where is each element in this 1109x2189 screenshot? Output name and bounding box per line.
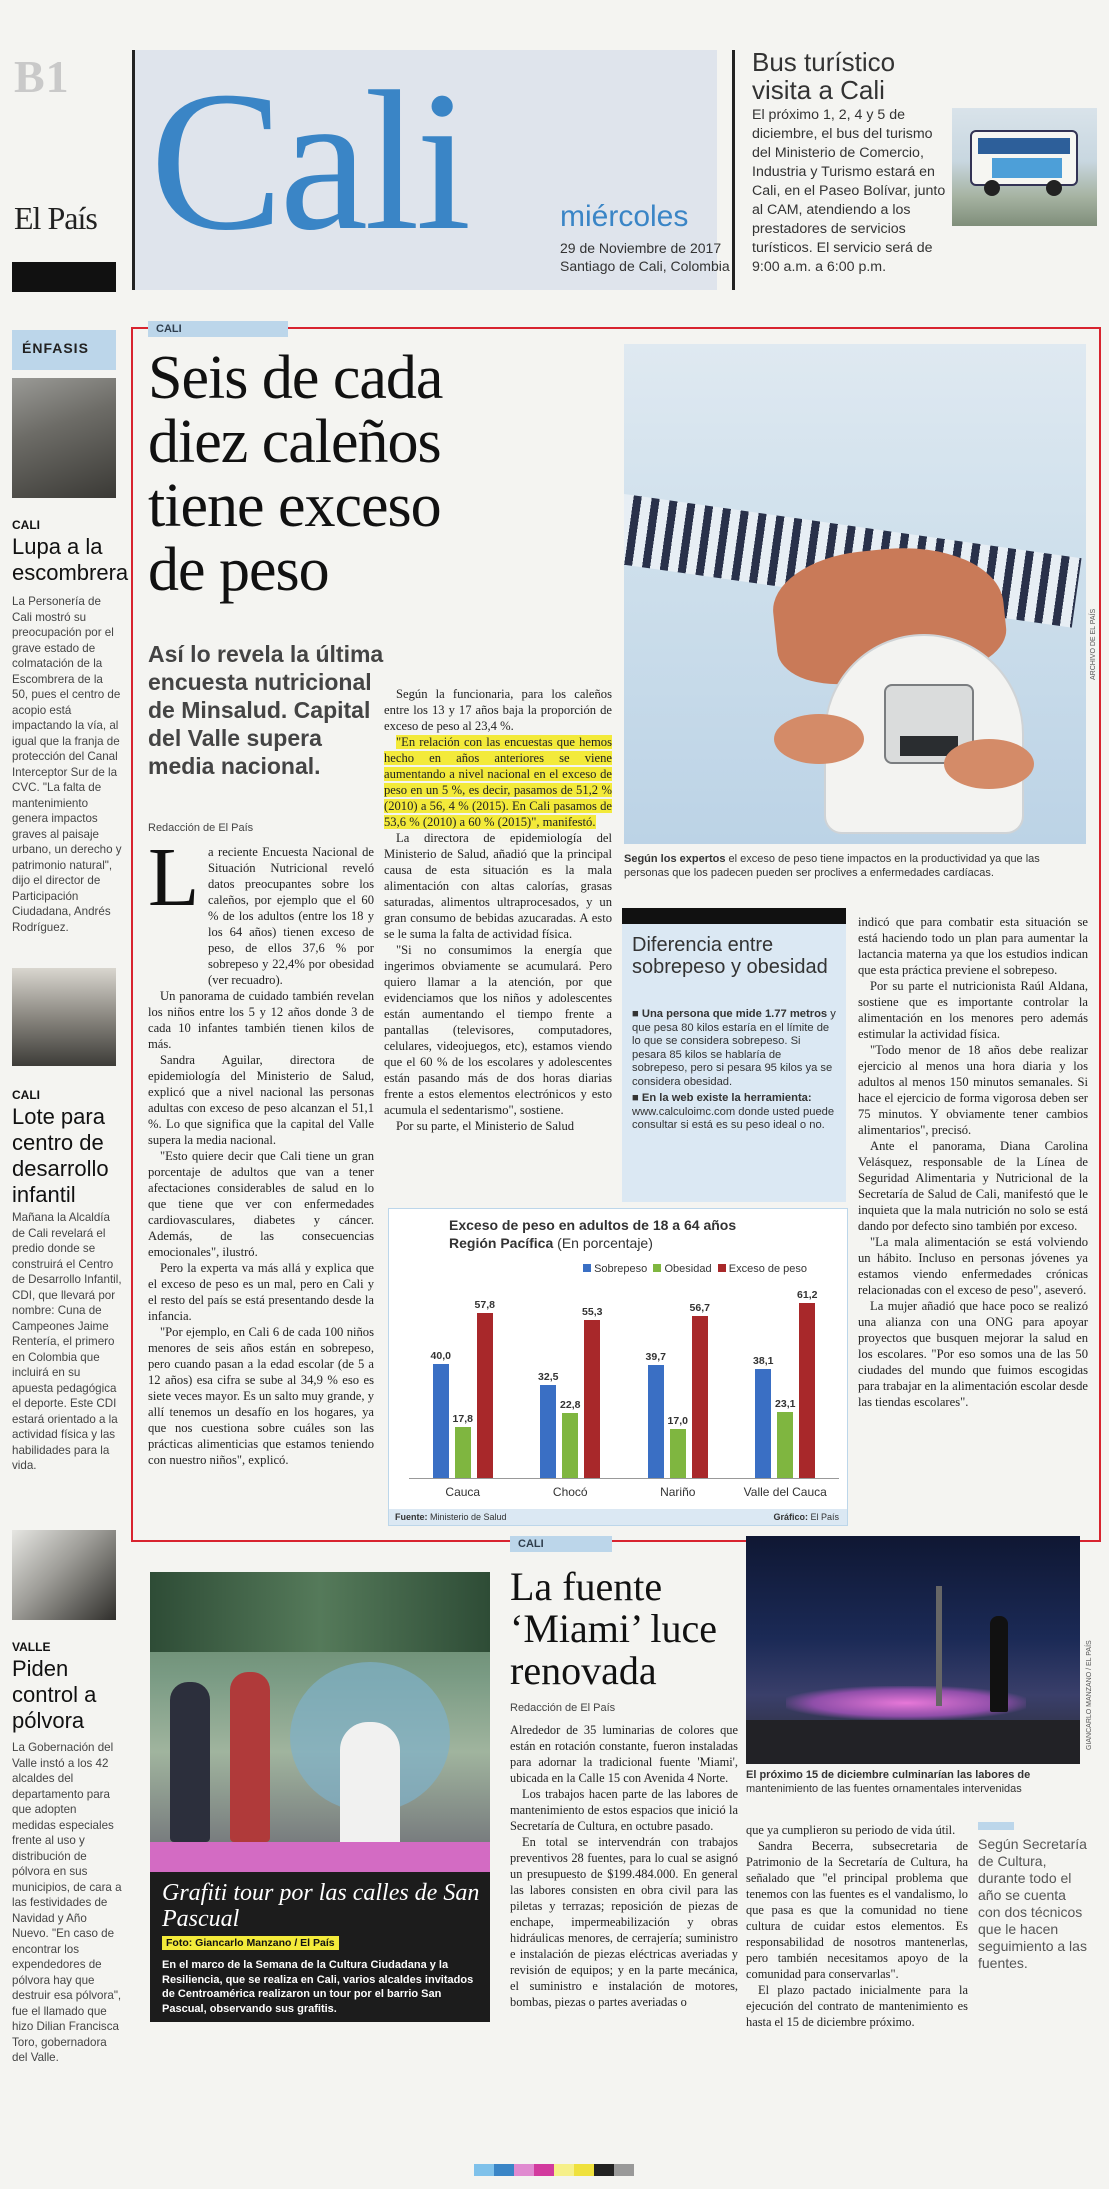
- main-subhead: Así lo revela la última encuesta nutricional de Minsalud. Capital del Valle supera media nacional.: [148, 641, 384, 779]
- fuente-col2-p1: que ya cumplieron su periodo de vida útil.: [746, 1823, 956, 1837]
- bar-obesidad-2: [670, 1429, 686, 1478]
- chart-graphic: El País: [810, 1512, 839, 1522]
- main-col1-p2: Un panorama de cuidado también revelan los niños entre los 5 y 12 años donde 3 de cada 10 infantes también tienen kilos de más.: [148, 989, 374, 1051]
- grafiti-title: Grafiti tour por las calles de San Pascual: [162, 1880, 480, 1932]
- main-col2-p1: La directora de epidemiología del Ministerio de Salud, añadió que la principal causa de esta situación es la mala alimentación con altas calorías, grasas saturadas, alimentos ultraprocesados, y un gran consumo de bebidas azucaradas. A esto se le suma la falta de actividad física.: [384, 831, 612, 941]
- chart-graphic-label: Gráfico:: [773, 1512, 808, 1522]
- sidebar-title-2: Lote para centro de desarrollo infantil: [12, 1104, 109, 1207]
- fuente-photo: [746, 1536, 1080, 1764]
- sidebar-kicker-1: CALI: [12, 518, 40, 532]
- main-col4-p1: indicó que para combatir esta situación se está haciendo todo un plan para aumentar la lactancia materna ya que los estudios indican que esta práctica previene el sobrepeso.: [858, 915, 1088, 977]
- masthead: [0, 0, 1109, 300]
- main-col1-p3: Sandra Aguilar, directora de epidemiología del Ministerio de Salud, explicó que a nivel nacional las personas adultas con exceso de peso alcanzan el 51,1 %. Lo que significa que la capital del Valle supera la media nacional.: [148, 1053, 374, 1147]
- masthead-black-bar: [12, 262, 116, 292]
- bar-obesidad-1: [562, 1413, 578, 1478]
- fuente-photo-credit: GIANCARLO MANZANO / EL PAÍS: [1086, 1640, 1093, 1750]
- sidebar-photo-2: [12, 968, 116, 1066]
- legend-label-exceso: Exceso de peso: [728, 1263, 808, 1275]
- infobox-item-1-bold: Una persona que mide 1.77 metros: [641, 1008, 828, 1020]
- chart-categories: [409, 1485, 839, 1501]
- category-label-0: Cauca: [445, 1485, 481, 1499]
- fuente-col1-p1: Alrededor de 35 luminarias de colores que están en rotación constante, fueron instaladas para adornar la tradicional fuente 'Miami', ubicada en la Calle 15 con Avenida 4 Norte.: [510, 1723, 738, 1785]
- main-photo: [624, 344, 1086, 844]
- main-byline: Redacción de El País: [148, 822, 254, 834]
- bar-label-sobrepeso-3: 38,1: [753, 1355, 774, 1368]
- legend-swatch-sobrepeso: [583, 1264, 591, 1272]
- bar-exceso-de-peso-3: [799, 1303, 815, 1478]
- bar-label-exceso-de-peso-2: 56,7: [689, 1302, 710, 1314]
- legend-swatch-exceso: [718, 1264, 726, 1272]
- main-col2-p2: "Si no consumimos la energía que ingerimos obviamente se acumulará. Pero quiero llamar a la atención, por que evidenciamos que los niños y adolescentes están aumentando el tiempo frente a pantallas (televisores, computadores, celulares, videojuegos, etc), estamos viendo que el 60 % de los escolares y adolescentes están pasando más de dos horas diarias frente a estos elementos electrónicos y esto acumula el sedentarismo", sostiene.: [384, 943, 612, 1117]
- chart-plot: [409, 1279, 839, 1479]
- sidebar-text-2: Mañana la Alcaldía de Cali revelará el predio donde se construirá el Centro de Desarrollo Infantil, CDI, que llevará por nombre: Cuna de Campeones Jaime Rentería, el primero en Colombia que incluirá en su apuesta pedagógica el deporte. Este CDI estará orientado a la actividad física y las habilidades para la vida.: [12, 1211, 122, 1472]
- grafiti-box: [150, 1872, 490, 2022]
- infobox-item-2-bold: En la web existe la herramienta:: [641, 1092, 812, 1104]
- sidebar-title-3: Piden control a pólvora: [12, 1656, 97, 1733]
- sidebar-photo-1: [12, 378, 116, 498]
- chart-subtitle-note: (En porcentaje): [557, 1235, 653, 1251]
- main-col2-intro: Según la funcionaria, para los caleños entre los 13 y 17 años baja la proporción de exceso de peso al 23,4 %.: [384, 687, 612, 733]
- infobox-item-1: ■ Una persona que mide 1.77 metros y que pesa 80 kilos estaría en el límite de lo que se considera sobrepeso. Si pesara 85 kilos se hablaría de sobrepeso, pero si pesara 95 kilos ya se considera obesidad.: [632, 1008, 836, 1088]
- sidebar-photo-3: [12, 1530, 116, 1620]
- sidebar-text-1: La Personería de Cali mostró su preocupación por el grave estado de colmatación de la Escombrera de la 50, pues el centro de acopio está impactando la vía, al igual que la franja de protección del Canal Interceptor Sur de la CVC. "La falta de mantenimiento genera impactos graves al paisaje urbano, un derecho y patrimonio natural", dijo el director de Participación Ciudadana, Andrés Rodríguez.: [12, 595, 122, 934]
- bar-sobrepeso-0: [433, 1364, 449, 1478]
- chart-source-label: Fuente:: [395, 1512, 428, 1522]
- main-col2-quote: [384, 734, 612, 830]
- paper-name: El País: [14, 200, 97, 236]
- fuente-col2: [746, 1822, 968, 2030]
- main-col4-p3: "Todo menor de 18 años debe realizar ejercicio al menos una hora diaria y los adultos al menos 150 minutos semanales. Si hace el ejercicio de forma vigorosa deben ser 75 minutos. Y obviamente tener cambios alimentarios", precisó.: [858, 1043, 1088, 1137]
- bar-sobrepeso-2: [648, 1365, 664, 1478]
- infobox-item-2-text: www.calculoimc.com donde usted puede consultar si está es su peso ideal o no.: [632, 1105, 835, 1131]
- sidebar-kicker-3: VALLE: [12, 1640, 51, 1654]
- legend-label-obesidad: Obesidad: [664, 1263, 712, 1275]
- fuente-col1-p2: Los trabajos hacen parte de las labores de mantenimiento de estos espacios que inició la Secretaría de Cultura, en octubre pasado.: [510, 1787, 738, 1833]
- fuente-headline: La fuente ‘Miami’ luce renovada: [510, 1564, 717, 1693]
- bar-exceso-de-peso-0: [477, 1313, 493, 1478]
- bar-label-exceso-de-peso-1: 55,3: [582, 1306, 603, 1318]
- main-col4-p6: La mujer añadió que hace poco se realizó una alianza con una ONG para apoyar proyectos que busquen mejorar la salud en los escolares. "Por eso somos una de las 50 ciudades del mundo que fuimos escogidas para trabajar en la alimentación escolar desde las tiendas escolares".: [858, 1299, 1088, 1409]
- fuente-pullquote-bar: [978, 1822, 1014, 1830]
- category-label-3: Valle del Cauca: [743, 1485, 827, 1499]
- grafiti-text: En el marco de la Semana de la Cultura Ciudadana y la Resiliencia, que se realiza en Cali, varios alcaldes invitados de Centroamérica realizaron un tour por el barrio San Pascual, observando sus grafitis.: [162, 1959, 474, 2015]
- highlighted-quote: "En relación con las encuestas que hemos hecho en años anteriores se viene aumentando a nivel nacional en el exceso de peso en un 5 %, es decir, pasamos de 51,2 % (2010) a 56, 4 % (2015). En Cali pasamos de 53,6 % (2010) a 60 % (2015)", manifestó.: [384, 735, 612, 829]
- main-caption-text: el exceso de peso tiene impactos en la productividad ya que las personas que los padecen pueden ser proclives a enfermedades cardíacas.: [624, 853, 1040, 879]
- sidebar-title-1: Lupa a la escombrera: [12, 534, 129, 585]
- chart-footer: [389, 1509, 847, 1525]
- main-col2-p3: Por su parte, el Ministerio de Salud: [396, 1119, 575, 1133]
- bar-label-sobrepeso-0: 40,0: [430, 1349, 451, 1362]
- grafiti-credit: Foto: Giancarlo Manzano / El País: [162, 1936, 339, 1950]
- main-col4-p5: "La mala alimentación se está volviendo un hábito. Incluso en personas jóvenes ya estamos viendo enfermedades crónicas relacionadas con el exceso de peso", aseveró.: [858, 1235, 1088, 1297]
- bar-obesidad-3: [777, 1412, 793, 1478]
- main-col1-p5: Pero la experta va más allá y explica que el exceso de peso es un mal, pero en Cali y el resto del país se está presentando desde la infancia.: [148, 1261, 374, 1323]
- bar-exceso-de-peso-2: [692, 1316, 708, 1478]
- bar-label-obesidad-1: 22,8: [560, 1398, 581, 1411]
- masthead-date: 29 de Noviembre de 2017: [560, 240, 722, 256]
- fuente-pullquote: Según Secretaría de Cultura, durante todo el año se cuenta con dos técnicos que le hacen seguimiento a las fuentes.: [978, 1836, 1087, 1971]
- infobox-item-2: ■ En la web existe la herramienta: www.calculoimc.com donde usted puede consultar si está es su peso ideal o no.: [632, 1092, 835, 1131]
- main-col1-p4: "Esto quiere decir que Cali tiene un gran porcentaje de adultos que van a tener afectaciones considerables de salud en lo que tiene que ver con enfermedades cardiovasculares, diabetes y cáncer. Además, de las consecuencias emocionales", ilustró.: [148, 1149, 374, 1259]
- main-col2: [384, 686, 612, 1134]
- main-photo-credit: ARCHIVO DE EL PAÍS: [1090, 608, 1097, 680]
- chart-legend: [583, 1263, 807, 1275]
- main-caption-bold: Según los expertos: [624, 853, 726, 865]
- category-label-1: Chocó: [552, 1485, 588, 1499]
- bar-label-exceso-de-peso-0: 57,8: [474, 1298, 495, 1311]
- legend-label-sobrepeso: Sobrepeso: [594, 1263, 648, 1275]
- grafiti-photo: [150, 1572, 490, 1872]
- fuente-caption-bold: El próximo 15 de diciembre culminarían las labores de: [746, 1769, 1031, 1781]
- main-col4-p2: Por su parte el nutricionista Raúl Aldana, sostiene que es importante controlar la alimentación en los menores pero además estimular la actividad física.: [858, 979, 1088, 1041]
- main-headline: Seis de cada diez caleños tiene exceso de peso: [148, 344, 443, 604]
- fuente-col2-p3: El plazo pactado inicialmente para la ejecución del contrato de mantenimiento es hasta el 15 de diciembre próximo.: [746, 1983, 968, 2029]
- bar-label-obesidad-0: 17,8: [452, 1413, 473, 1426]
- chart-subtitle: Región Pacífica: [449, 1235, 554, 1251]
- sidebar-label: ÉNFASIS: [22, 340, 89, 356]
- fuente-caption-text: mantenimiento de las fuentes ornamentales intervenidas: [746, 1783, 1022, 1795]
- legend-swatch-obesidad: [653, 1264, 661, 1272]
- main-col4-p4: Ante el panorama, Diana Carolina Velásquez, responsable de la Línea de Seguridad Alimentaria y Nutricional de la Secretaría de Salud de Cali, manifestó que le inquieta que la mala nutrición no solo se está dando por defecto sino también por exceso.: [858, 1139, 1088, 1233]
- category-label-2: Nariño: [660, 1485, 696, 1499]
- masthead-title: Cali: [150, 51, 468, 272]
- infobox-item-1-text: y que pesa 80 kilos estaría en el límite de lo que se considera sobrepeso. Si pesara 85 kilos se hablaría de sobrepeso, pero si pesara 95 kilos ya se considera obesidad.: [632, 1008, 836, 1088]
- bar-exceso-de-peso-1: [584, 1320, 600, 1478]
- section-label: B1: [14, 51, 70, 102]
- bar-label-sobrepeso-1: 32,5: [538, 1371, 559, 1384]
- promo-divider: [732, 50, 735, 290]
- masthead-place: Santiago de Cali, Colombia: [560, 258, 730, 274]
- main-col1: [148, 844, 374, 1468]
- infobox-title: Diferencia entre sobrepeso y obesidad: [632, 934, 828, 978]
- bar-obesidad-0: [455, 1427, 471, 1478]
- bus-photo: [952, 108, 1097, 226]
- bar-label-obesidad-3: 23,1: [775, 1398, 796, 1410]
- fuente-col1-p3: En total se intervendrán con trabajos preventivos 28 fuentes, para lo cual se asignó un presupuesto de $199.484.000. En general las labores consisten en obra civil para las piletas y terrazas; reposición de piezas de enchape, impermeabilización y obras hidráulicas menores, de cerrajería; suministro e instalación de piezas eléctricas averiadas y revisión de equipos; y en la parte mecánica, el suministro e instalación de motores, bombas, piezas o partes averiadas o: [510, 1835, 738, 2009]
- main-col1-p6: "Por ejemplo, en Cali 6 de cada 100 niños menores de seis años están en sobrepeso, pero cuando pasan a la edad escolar (de 5 a 12 años) esa cifra se sube al 34,9 % eso es siete veces mayor. Es un salto muy grande, y allí tenemos un desafío en los hogares, ya que nos cuestiona sobre cuáles son las prácticas alimenticias que estamos teniendo con nuestro niños", explicó.: [148, 1325, 374, 1467]
- fuente-caption: [746, 1768, 1080, 1796]
- main-col4: [858, 914, 1088, 1410]
- bar-label-sobrepeso-2: 39,7: [645, 1350, 666, 1363]
- print-color-bar: [474, 2164, 634, 2176]
- promo-title: Bus turístico visita a Cali: [752, 47, 896, 105]
- chart-source: Ministerio de Salud: [430, 1512, 507, 1522]
- sidebar-text-3: La Gobernación del Valle instó a los 42 alcaldes del departamento para que adopten medidas especiales frente al uso y distribución de pólvora en sus municipios, de cara a las festividades de Navidad y Año Nuevo. "En caso de encontrar los expendedores de pólvora hay que destruir esa pólvora", fue el llamado que hizo Dilian Francisca Toro, gobernadora del Valle.: [12, 1741, 122, 2064]
- promo-text: El próximo 1, 2, 4 y 5 de diciembre, el bus del turismo del Ministerio de Comercio, Industria y Turismo estará en Cali, en el Paseo Bolívar, junto al CAM, atendiendo a los prestadores de servicios turísticos. El servicio será de 9:00 a.m. a 6:00 p.m.: [752, 107, 946, 275]
- bar-sobrepeso-1: [540, 1385, 556, 1478]
- chart-title: Exceso de peso en adultos de 18 a 64 años: [449, 1217, 737, 1233]
- infobox: [622, 908, 846, 1202]
- main-kicker: CALI: [148, 321, 288, 337]
- fuente-col2-p2: Sandra Becerra, subsecretaria de Patrimonio de la Secretaría de Cultura, ha señalado que "el principal problema que tenemos con las fuentes es el vandalismo, lo que pasa es que la comunidad no tiene cultura de cuidar estos elementos. Es responsabilidad de nosotros mantenerlas, pero también necesitamos apoyo de la comunidad para conservarlas".: [746, 1839, 968, 1981]
- main-photo-caption: [624, 852, 1086, 880]
- main-col1-p1: a reciente Encuesta Nacional de Situación Nutricional reveló datos preocupantes sobre los caleños, por ejemplo que el 60 % de los adultos (entre los 18 y los 64 años) tienen exceso de peso, de ellos 37,6 % por sobrepeso y 22,4% por obesidad (ver recuadro).: [208, 845, 374, 987]
- bar-label-obesidad-2: 17,0: [667, 1415, 688, 1428]
- sidebar: [0, 310, 129, 2180]
- masthead-weekday: miércoles: [560, 200, 689, 233]
- fuente-byline: Redacción de El País: [510, 1702, 616, 1714]
- fuente-kicker: CALI: [510, 1536, 612, 1552]
- chart-box: [388, 1208, 848, 1526]
- bar-sobrepeso-3: [755, 1369, 771, 1478]
- sidebar-kicker-2: CALI: [12, 1088, 40, 1102]
- chart-subtitle-row: [449, 1235, 653, 1251]
- fuente-col1: [510, 1722, 738, 2010]
- main-dropcap: L: [148, 831, 200, 924]
- bar-label-exceso-de-peso-3: 61,2: [797, 1289, 818, 1302]
